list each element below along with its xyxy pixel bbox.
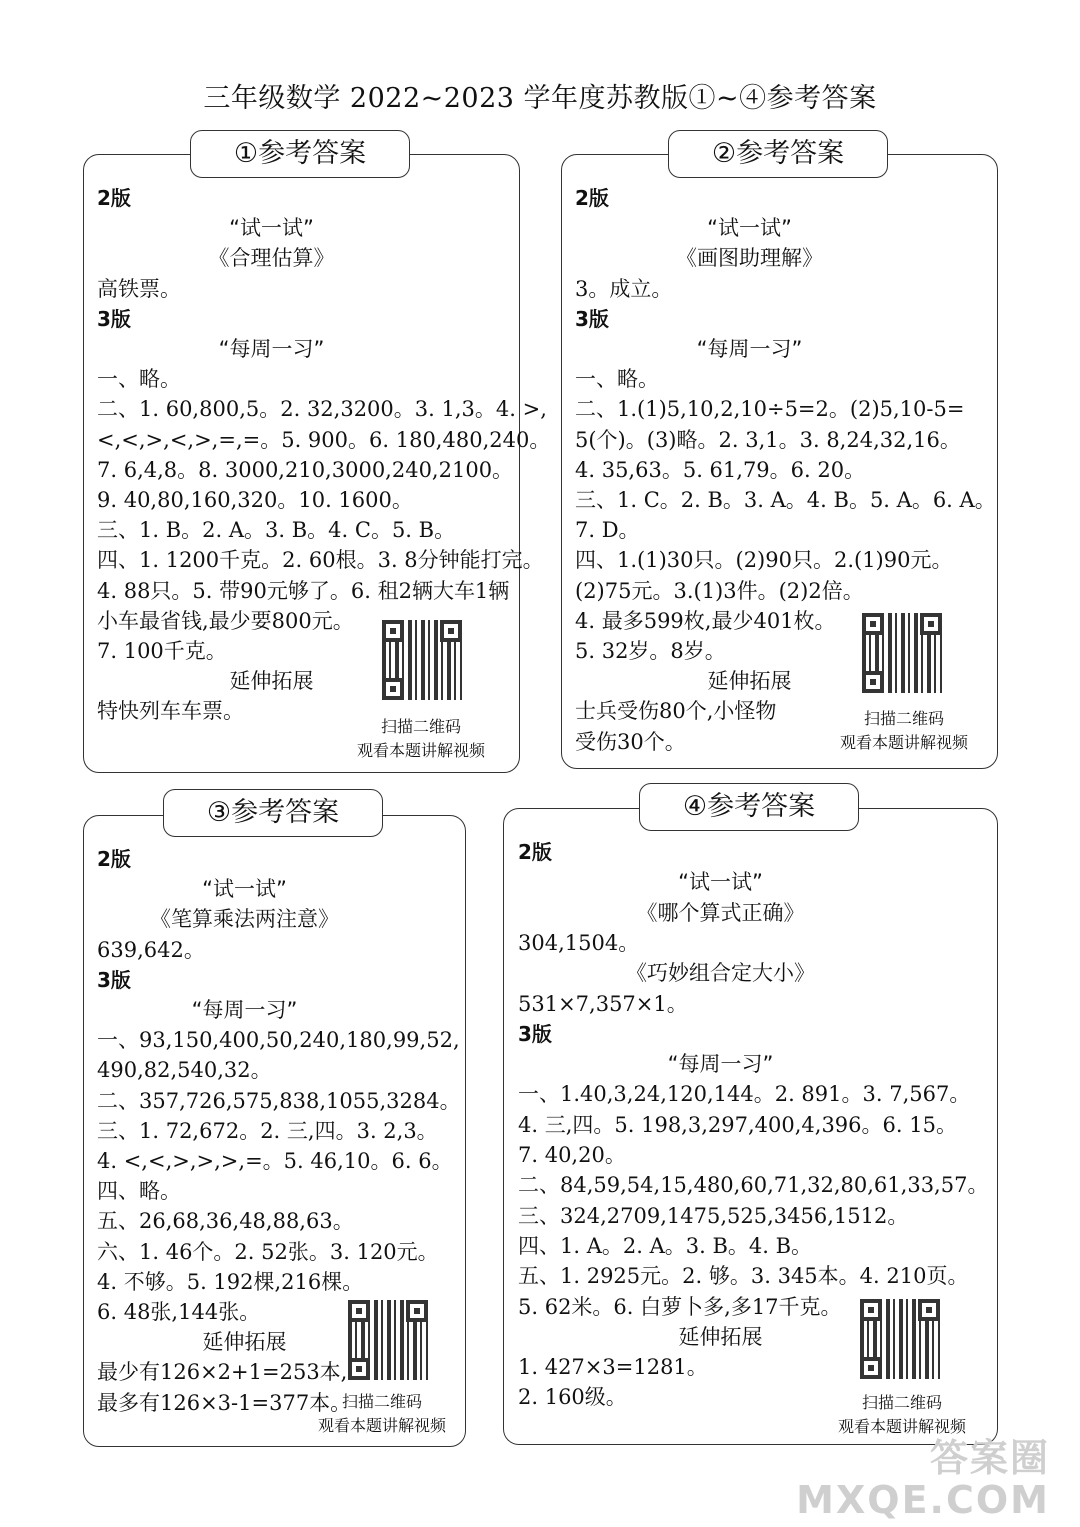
section-heading: 《笔算乘法两注意》	[150, 907, 339, 932]
answer-line: 9. 40,80,160,320。10. 1600。	[97, 488, 413, 512]
qr-caption	[824, 707, 984, 755]
panel-2-tab: ②参考答案	[668, 130, 888, 178]
answer-line: 最少有126×2+1=253本,	[97, 1360, 348, 1385]
answer-line: (2)75元。3.(1)3件。(2)2倍。	[575, 578, 864, 603]
answer-line: 5. 62米。6. 白萝卜多,多17千克。	[518, 1294, 842, 1319]
section-heading: “每周一习”	[191, 998, 298, 1022]
section-heading: 《合理估算》	[208, 246, 335, 271]
section-heading: 延伸拓展	[678, 1324, 763, 1349]
answer-line: 1. 427×3=1281。	[518, 1355, 708, 1380]
answer-line: 一、1.40,3,24,120,144。2. 891。3. 7,567。	[518, 1082, 971, 1107]
section-version-label: 2版	[97, 186, 131, 210]
qr-code-icon	[860, 1299, 940, 1379]
answer-line: 一、93,150,400,50,240,180,99,52,	[97, 1028, 460, 1053]
section-heading: “试一试”	[678, 870, 763, 895]
qr-caption	[822, 1391, 982, 1439]
answer-line: 4. <,<,>,>,>,=。5. 46,10。6. 6。	[97, 1149, 453, 1173]
answer-line: 五、1. 2925元。2. 够。3. 345本。4. 210页。	[518, 1264, 969, 1289]
section-heading: 《画图助理解》	[676, 246, 823, 271]
section-version-label: 3版	[97, 306, 131, 331]
answer-line: 7. 100千克。	[97, 639, 227, 663]
answer-line: 5. 32岁。8岁。	[575, 639, 726, 663]
section-heading: “每周一习”	[218, 337, 325, 361]
answer-line: 三、324,2709,1475,525,3456,1512。	[518, 1203, 909, 1228]
answer-line: 四、略。	[97, 1179, 181, 1204]
answer-line: 6. 48张,144张。	[97, 1300, 261, 1324]
section-version-label: 3版	[518, 1021, 552, 1046]
section-heading: “试一试”	[707, 216, 792, 241]
watermark-line-2: MXQE.COM	[796, 1478, 1050, 1522]
section-heading: “试一试”	[229, 216, 314, 241]
section-version-label: 2版	[575, 186, 609, 210]
answer-line: 3。成立。	[575, 276, 673, 301]
section-version-label: 3版	[97, 967, 131, 992]
qr-caption-line-2: 观看本题讲解视频	[839, 733, 968, 752]
panel-3-tab: ③参考答案	[163, 789, 383, 837]
page-title: 三年级数学 2022~2023 学年度苏教版①~④参考答案	[203, 83, 877, 114]
section-heading: “试一试”	[202, 877, 287, 902]
section-version-label: 2版	[518, 840, 552, 864]
qr-code-icon	[382, 620, 462, 700]
answer-line: 三、1. C。2. B。3. A。4. B。5. A。6. A。	[575, 488, 996, 512]
answer-line: 四、1. 1200千克。2. 60根。3. 8分钟能打完。	[97, 548, 544, 573]
answer-line: 受伤30个。	[575, 729, 686, 754]
answer-line: 4. 三,四。5. 198,3,297,400,4,396。6. 15。	[518, 1112, 957, 1137]
answer-panel-1	[83, 154, 551, 773]
panel-4-tab: ④参考答案	[639, 783, 859, 831]
watermark-line-1: 答案圈	[929, 1436, 1050, 1480]
section-heading: 延伸拓展	[229, 669, 314, 694]
answer-line: 最多有126×3-1=377本。	[97, 1390, 352, 1415]
answer-line: 四、1. A。2. A。3. B。4. B。	[518, 1233, 813, 1258]
answer-line: 二、1. 60,800,5。2. 32,3200。3. 1,3。4. >,	[97, 397, 547, 422]
section-heading: “每周一习”	[667, 1052, 774, 1077]
answer-line: 二、1.(1)5,10,2,10÷5=2。(2)5,10-5=	[575, 397, 965, 422]
qr-caption-line-2: 观看本题讲解视频	[317, 1416, 446, 1435]
answer-line: 高铁票。	[97, 276, 181, 301]
answer-panel-2	[561, 154, 998, 769]
answer-line: <,<,>,<,>,=,=。5. 900。6. 180,480,240。	[97, 427, 551, 452]
answer-line: 490,82,540,32。	[97, 1058, 272, 1083]
answer-panel-4	[503, 808, 998, 1445]
section-heading: 延伸拓展	[202, 1330, 287, 1355]
qr-caption-line-2: 观看本题讲解视频	[837, 1417, 966, 1436]
section-heading: 《巧妙组合定大小》	[626, 961, 815, 986]
answer-panel-3	[83, 815, 466, 1447]
answer-line: 639,642。	[97, 937, 205, 962]
answer-line: 一、略。	[575, 367, 659, 392]
qr-caption-line-2: 观看本题讲解视频	[356, 741, 485, 760]
qr-caption-line-1: 扫描二维码	[863, 709, 944, 728]
answer-line: 六、1. 46个。2. 52张。3. 120元。	[97, 1239, 439, 1264]
answer-line: 一、略。	[97, 367, 181, 392]
answer-line: 304,1504。	[518, 930, 640, 955]
answer-line: 2. 160级。	[518, 1385, 627, 1410]
qr-caption-line-1: 扫描二维码	[341, 1392, 422, 1411]
section-heading: 延伸拓展	[707, 669, 792, 694]
qr-code-icon	[348, 1300, 428, 1380]
qr-caption-line-1: 扫描二维码	[861, 1393, 942, 1412]
qr-code-icon	[862, 613, 942, 693]
qr-caption	[346, 715, 496, 763]
section-version-label: 2版	[97, 847, 131, 871]
answer-line: 4. 最多599枚,最少401枚。	[575, 608, 836, 633]
panel-1-tab: ①参考答案	[190, 130, 410, 178]
answer-line: 小车最省钱,最少要800元。	[97, 608, 354, 633]
answer-line: 四、1.(1)30只。(2)90只。2.(1)90元。	[575, 548, 953, 573]
answer-line: 二、84,59,54,15,480,60,71,32,80,61,33,57。	[518, 1173, 989, 1198]
answer-line: 二、357,726,575,838,1055,3284。	[97, 1088, 461, 1113]
answer-line: 三、1. B。2. A。3. B。4. C。5. B。	[97, 518, 456, 543]
answer-line: 特快列车车票。	[97, 699, 244, 724]
answer-line: 士兵受伤80个,小怪物	[575, 699, 777, 724]
qr-caption	[302, 1390, 462, 1438]
section-heading: 《哪个算式正确》	[636, 900, 805, 925]
answer-line: 五、26,68,36,48,88,63。	[97, 1209, 354, 1234]
answer-line: 7. 40,20。	[518, 1143, 626, 1167]
section-version-label: 3版	[575, 306, 609, 331]
answer-line: 531×7,357×1。	[518, 991, 688, 1016]
answer-line: 7. D。	[575, 518, 640, 543]
watermark	[796, 1437, 1050, 1521]
answer-line: 4. 88只。5. 带90元够了。6. 租2辆大车1辆	[97, 578, 510, 603]
section-heading: “每周一习”	[696, 337, 803, 361]
answer-line: 7. 6,4,8。8. 3000,210,3000,240,2100。	[97, 457, 514, 482]
qr-caption-line-1: 扫描二维码	[380, 717, 461, 736]
answer-line: 5(个)。(3)略。2. 3,1。3. 8,24,32,16。	[575, 427, 961, 452]
answer-line: 三、1. 72,672。2. 三,四。3. 2,3。	[97, 1118, 438, 1143]
answer-line: 4. 不够。5. 192棵,216棵。	[97, 1269, 364, 1294]
answer-line: 4. 35,63。5. 61,79。6. 20。	[575, 457, 866, 482]
